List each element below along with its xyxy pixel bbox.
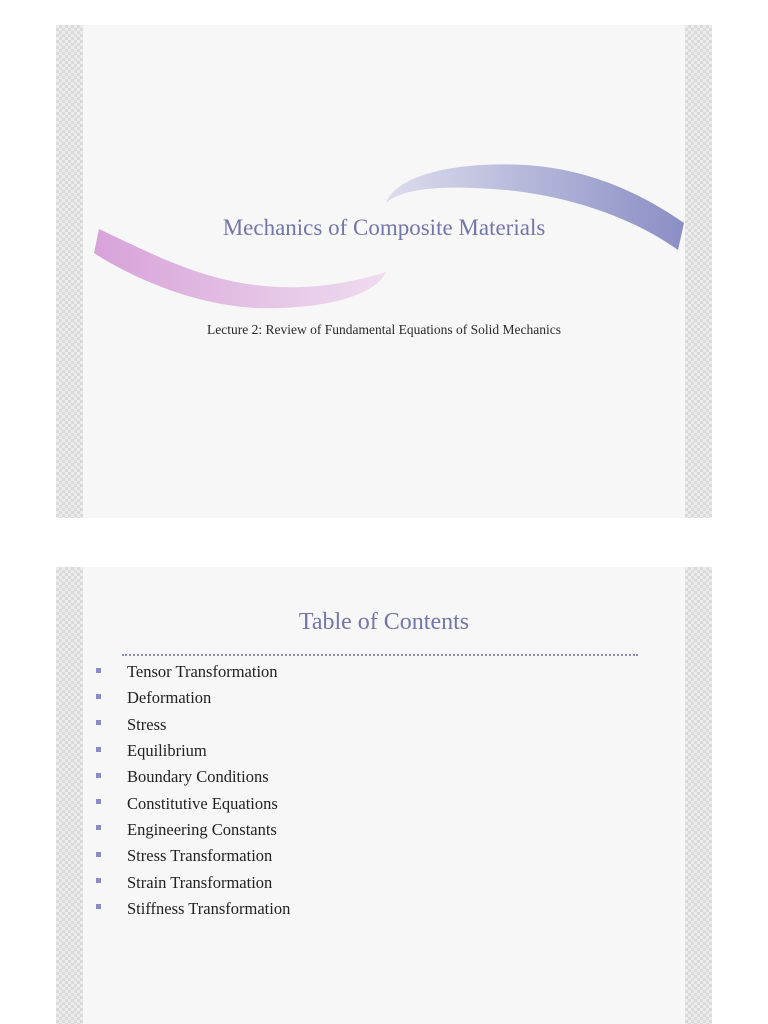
bullet-icon [96, 799, 101, 804]
toc-item-label: Boundary Conditions [127, 767, 269, 787]
toc-item-label: Stress Transformation [127, 846, 273, 866]
toc-item-label: Strain Transformation [127, 872, 273, 892]
list-item [96, 712, 290, 738]
list-item [96, 738, 290, 764]
bullet-icon [96, 904, 101, 909]
presentation-title: Mechanics of Composite Materials [222, 215, 546, 240]
title-slide [56, 25, 712, 518]
bullet-icon [96, 668, 101, 673]
toc-slide [56, 567, 712, 1024]
list-item [96, 869, 290, 895]
bullet-icon [96, 694, 101, 699]
list-item [96, 817, 290, 843]
toc-item-label: Engineering Constants [127, 819, 277, 839]
bullet-icon [96, 878, 101, 883]
toc-title: Table of Contents [298, 609, 470, 635]
list-item [96, 896, 290, 922]
toc-item-label: Tensor Transformation [127, 662, 278, 682]
bullet-icon [96, 720, 101, 725]
list-item [96, 764, 290, 790]
lecture-subtitle: Lecture 2: Review of Fundamental Equations of Solid Mechanics [207, 322, 561, 337]
bullet-icon [96, 773, 101, 778]
toc-item-label: Constitutive Equations [127, 793, 278, 813]
toc-item-label: Deformation [127, 688, 212, 708]
bullet-icon [96, 852, 101, 857]
bullet-icon [96, 825, 101, 830]
list-item [96, 843, 290, 869]
list-item [96, 790, 290, 816]
list-item [96, 685, 290, 711]
toc-divider [122, 654, 638, 656]
toc-item-label: Equilibrium [127, 741, 207, 761]
decorative-swoosh [56, 25, 712, 518]
toc-item-label: Stiffness Transformation [127, 898, 291, 918]
list-item [96, 659, 290, 685]
toc-list [96, 659, 290, 922]
bullet-icon [96, 747, 101, 752]
toc-item-label: Stress [127, 714, 167, 734]
